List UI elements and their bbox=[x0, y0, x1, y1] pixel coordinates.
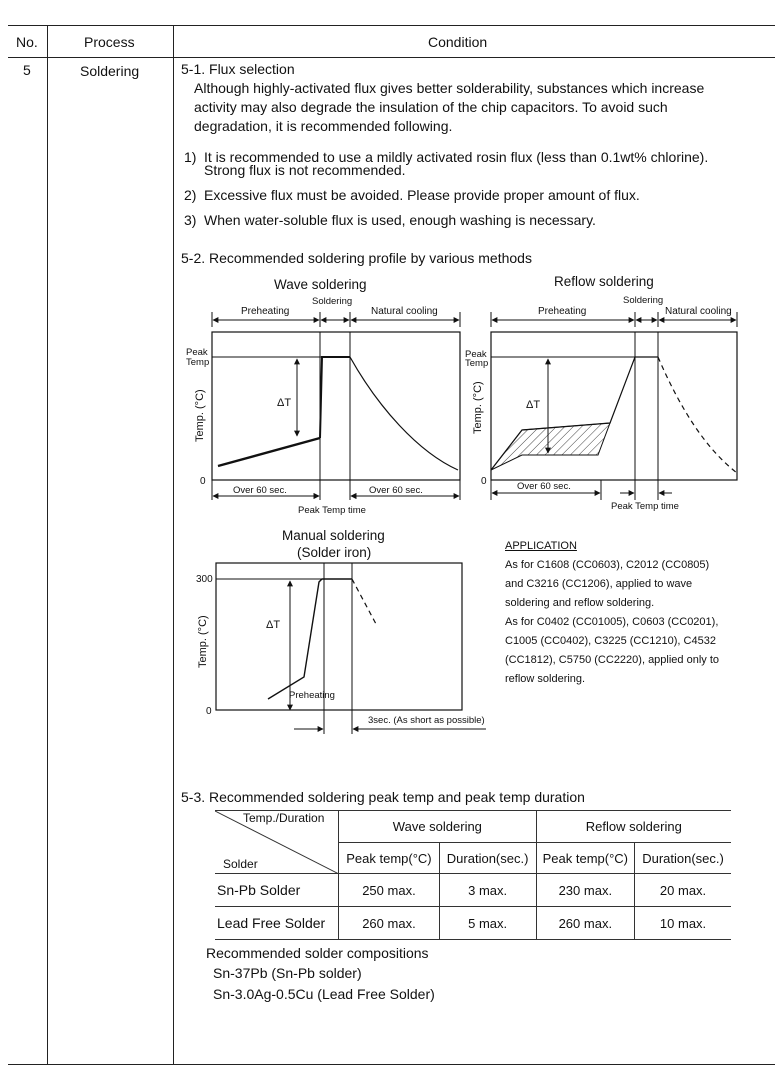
row-process: Soldering bbox=[80, 63, 140, 79]
wave-over60-left: Over 60 sec. bbox=[233, 485, 287, 496]
application-line: As for C1608 (CC0603), C2012 (CC0805) bbox=[505, 559, 710, 571]
header-condition: Condition bbox=[428, 34, 488, 50]
reflow-peak-label: Peak bbox=[465, 349, 487, 360]
reflow-cooling-label: Natural cooling bbox=[665, 306, 732, 317]
compositions-title: Recommended solder compositions bbox=[206, 945, 429, 961]
table-bottom-border bbox=[8, 1064, 775, 1065]
table-row bbox=[215, 907, 731, 940]
profile-heading: 5-2. Recommended soldering profile by various methods bbox=[181, 250, 532, 266]
composition-item: Sn-37Pb (Sn-Pb solder) bbox=[213, 965, 362, 981]
application-line: soldering and reflow soldering. bbox=[505, 597, 655, 609]
flux-item-text: Strong flux is not recommended. bbox=[204, 162, 406, 178]
diag-top-label: Temp./Duration bbox=[243, 811, 325, 825]
manual-duration: 3sec. (As short as possible) bbox=[368, 715, 485, 726]
peak-temp-table bbox=[215, 810, 731, 940]
table-cell: 250 max. bbox=[339, 874, 440, 907]
solder-name: Lead Free Solder bbox=[215, 907, 339, 940]
manual-300: 300 bbox=[196, 574, 213, 585]
subheader-cell: Duration(sec.) bbox=[439, 843, 536, 874]
diagonal-header-cell bbox=[215, 811, 339, 874]
manual-preheating: Preheating bbox=[289, 690, 335, 701]
flux-intro-line: Although highly-activated flux gives better solderability, substances which increase bbox=[194, 80, 705, 96]
subheader-cell: Duration(sec.) bbox=[635, 843, 731, 874]
manual-title-line1: Manual soldering bbox=[282, 528, 385, 543]
wave-peak-time: Peak Temp time bbox=[298, 505, 366, 516]
table-cell: 20 max. bbox=[635, 874, 731, 907]
reflow-ylabel: Temp. (°C) bbox=[472, 381, 484, 434]
reflow-temp-label: Temp bbox=[465, 358, 489, 369]
diag-bottom-label: Solder bbox=[223, 857, 258, 871]
column-divider-no bbox=[47, 25, 48, 1065]
manual-zero: 0 bbox=[206, 706, 212, 717]
application-heading: APPLICATION bbox=[505, 540, 577, 552]
column-divider-process bbox=[173, 25, 174, 1065]
table-row bbox=[215, 874, 731, 907]
subheader-cell: Peak temp(°C) bbox=[339, 843, 440, 874]
header-process: Process bbox=[84, 34, 135, 50]
application-line: and C3216 (CC1206), applied to wave bbox=[505, 578, 693, 590]
row-number: 5 bbox=[23, 62, 31, 78]
reflow-zero: 0 bbox=[481, 476, 487, 487]
wave-over60-right: Over 60 sec. bbox=[369, 485, 423, 496]
flux-item-number: 1) bbox=[184, 149, 197, 165]
subheader-cell: Peak temp(°C) bbox=[536, 843, 635, 874]
flux-item-text: It is recommended to use a mildly activated rosin flux (less than 0.1wt% chlorine). bbox=[204, 149, 709, 165]
wave-peak-label: Peak bbox=[186, 347, 208, 358]
manual-soldering-diagram bbox=[186, 524, 506, 734]
header-no: No. bbox=[16, 34, 38, 50]
flux-item-text: Excessive flux must be avoided. Please provide proper amount of flux. bbox=[204, 187, 640, 203]
manual-delta-t: ΔT bbox=[266, 619, 281, 631]
application-line: As for C0402 (CC01005), C0603 (CC0201), bbox=[505, 616, 719, 628]
wave-soldering-diagram bbox=[178, 272, 468, 522]
wave-cooling-label: Natural cooling bbox=[371, 306, 438, 317]
wave-preheating-label: Preheating bbox=[241, 306, 290, 317]
application-line: reflow soldering. bbox=[505, 673, 586, 685]
table-cell: 5 max. bbox=[439, 907, 536, 940]
peak-heading: 5-3. Recommended soldering peak temp and peak temp duration bbox=[181, 789, 585, 805]
application-line: C1005 (CC0402), C3225 (CC1210), C4532 bbox=[505, 635, 716, 647]
wave-group-header: Wave soldering bbox=[339, 811, 536, 843]
flux-item-text: When water-soluble flux is used, enough washing is necessary. bbox=[204, 212, 596, 228]
table-cell: 230 max. bbox=[536, 874, 635, 907]
reflow-group-header: Reflow soldering bbox=[536, 811, 731, 843]
flux-intro-line: activity may also degrade the insulation of the chip capacitors. To avoid such bbox=[194, 99, 668, 115]
composition-item: Sn-3.0Ag-0.5Cu (Lead Free Solder) bbox=[213, 986, 435, 1002]
table-cell: 260 max. bbox=[536, 907, 635, 940]
wave-delta-t: ΔT bbox=[277, 397, 292, 409]
wave-zero: 0 bbox=[200, 476, 206, 487]
reflow-delta-t: ΔT bbox=[526, 399, 541, 411]
table-cell: 260 max. bbox=[339, 907, 440, 940]
reflow-soldering-diagram bbox=[460, 268, 745, 520]
wave-title: Wave soldering bbox=[274, 277, 367, 292]
table-cell: 10 max. bbox=[635, 907, 731, 940]
reflow-preheating-label: Preheating bbox=[538, 306, 587, 317]
wave-ylabel: Temp. (°C) bbox=[194, 389, 206, 442]
reflow-over60: Over 60 sec. bbox=[517, 481, 571, 492]
wave-temp-label: Temp bbox=[186, 357, 210, 368]
solder-name: Sn-Pb Solder bbox=[215, 874, 339, 907]
flux-item-number: 2) bbox=[184, 187, 197, 203]
reflow-peak-time: Peak Temp time bbox=[611, 501, 679, 512]
table-cell: 3 max. bbox=[439, 874, 536, 907]
flux-intro-line: degradation, it is recommended following. bbox=[194, 118, 453, 134]
manual-title-line2: (Solder iron) bbox=[297, 545, 372, 560]
reflow-title: Reflow soldering bbox=[554, 274, 654, 289]
reflow-soldering-label: Soldering bbox=[623, 295, 664, 306]
wave-soldering-label: Soldering bbox=[312, 296, 353, 307]
table-top-border bbox=[8, 25, 775, 26]
application-line: (CC1812), C5750 (CC2220), applied only to bbox=[505, 654, 720, 666]
manual-ylabel: Temp. (°C) bbox=[197, 615, 209, 668]
flux-item-number: 3) bbox=[184, 212, 197, 228]
header-divider bbox=[8, 57, 775, 58]
flux-heading: 5-1. Flux selection bbox=[181, 61, 295, 77]
